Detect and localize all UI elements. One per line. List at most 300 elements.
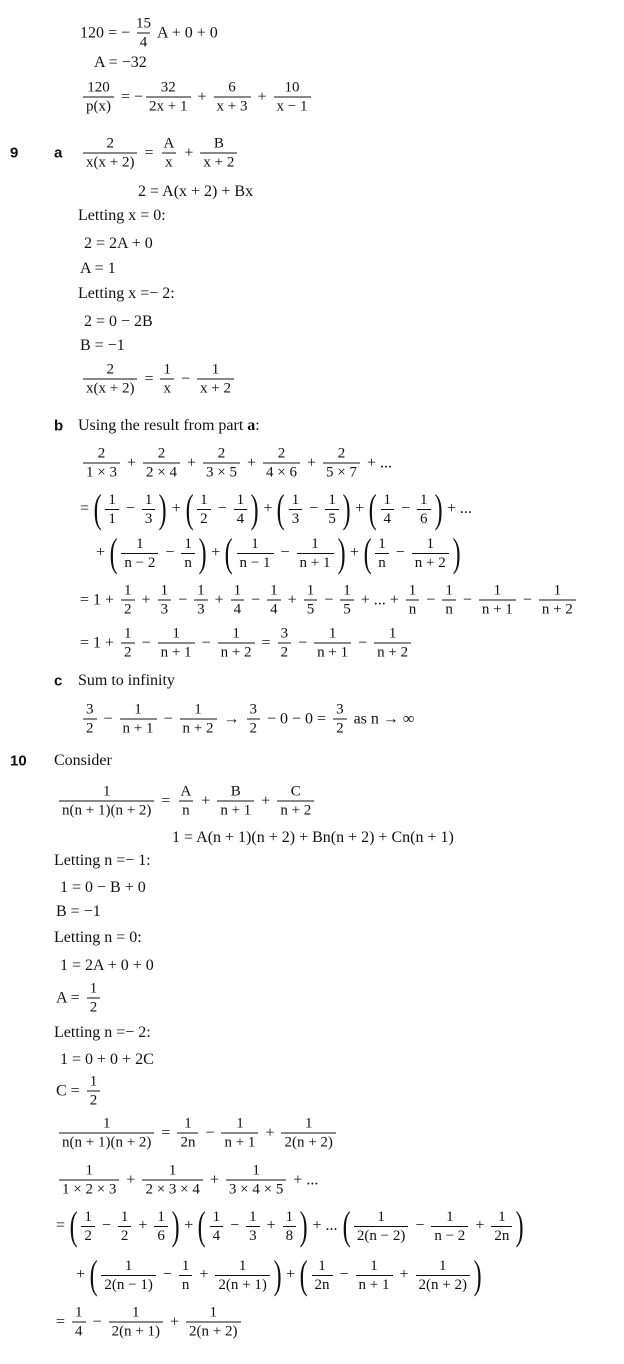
math-text: + (257, 792, 275, 809)
denominator: 5 × 7 (323, 463, 360, 482)
numerator: 1 (200, 491, 208, 508)
denominator: 2 (333, 719, 347, 738)
math-line (84, 313, 153, 331)
math-text: 2 = A(x + 2) + Bx (138, 183, 254, 200)
parenthesized-group (197, 1203, 308, 1248)
numerator: 1 (236, 491, 245, 508)
math-text: − (137, 634, 155, 651)
math-text: + (471, 1217, 489, 1234)
math-text: A + 0 + 0 (157, 24, 218, 41)
math-line (94, 54, 147, 72)
fraction (118, 1208, 132, 1245)
math-line (80, 445, 392, 482)
math-line (80, 337, 125, 355)
fraction (121, 535, 158, 572)
fraction (143, 445, 180, 482)
question-number-10: 10 (10, 752, 27, 770)
denominator: 4 (72, 1322, 86, 1341)
fraction (59, 1115, 154, 1152)
denominator: x (160, 379, 174, 398)
math-text: − (176, 370, 195, 387)
denominator: 3 × 4 × 5 (226, 1180, 286, 1199)
fraction (180, 701, 217, 738)
math-line (138, 183, 253, 201)
left-paren: ( (197, 1203, 206, 1248)
right-paren: ) (273, 1252, 282, 1297)
fraction (81, 1208, 95, 1245)
math-text: + (134, 1217, 152, 1234)
denominator: x + 2 (197, 379, 234, 398)
fraction (177, 783, 194, 820)
numerator: 1 (328, 625, 337, 642)
math-line (80, 361, 237, 398)
math-line (54, 929, 142, 947)
numerator: 1 (383, 491, 392, 508)
right-paren: ) (299, 1203, 308, 1248)
math-text: n = 0: (104, 929, 142, 946)
right-paren: ) (171, 1203, 180, 1248)
numerator: 1 (212, 1208, 221, 1225)
numerator: 15 (136, 15, 152, 32)
math-text: + (283, 591, 301, 608)
fraction (83, 445, 120, 482)
numerator: 2 (277, 445, 286, 462)
left-paren: ( (93, 486, 102, 531)
parenthesized-group (224, 530, 346, 575)
denominator: n + 2 (277, 801, 314, 820)
denominator: n (179, 801, 193, 820)
math-text: − (518, 591, 536, 608)
fraction (263, 445, 300, 482)
prose-text: Letting (54, 852, 105, 869)
math-line (60, 879, 146, 897)
fraction (177, 1115, 198, 1152)
numerator: 1 (136, 535, 144, 552)
fraction (281, 1115, 335, 1152)
numerator: 1 (306, 582, 315, 599)
math-text: + (137, 591, 155, 608)
fraction (160, 361, 174, 398)
math-line (80, 135, 240, 172)
math-text: − (158, 1266, 176, 1283)
fraction (356, 1257, 393, 1294)
math-text: − (121, 500, 139, 517)
denominator: n + 2 (412, 553, 449, 572)
numerator: 2 (217, 445, 226, 462)
parenthesized-group (109, 530, 207, 575)
denominator: 2 (197, 509, 211, 528)
fraction (158, 625, 195, 662)
numerator: 2 (106, 135, 114, 152)
left-paren: ( (89, 1252, 98, 1297)
denominator: x + 3 (214, 97, 251, 116)
numerator: B (213, 135, 224, 152)
math-line (56, 1304, 244, 1341)
denominator: 2(n − 2) (354, 1226, 408, 1245)
math-line (56, 783, 317, 820)
right-paren: ) (342, 486, 351, 531)
denominator: 3 (142, 509, 156, 528)
fraction (234, 491, 248, 528)
math-text: = (56, 1313, 70, 1330)
numerator: 1 (420, 491, 428, 508)
denominator: 3 (246, 1226, 260, 1245)
math-text: − (88, 1313, 106, 1330)
fraction (267, 582, 281, 619)
denominator: n + 1 (120, 719, 157, 738)
fraction (121, 625, 135, 662)
parenthesized-group (276, 486, 351, 531)
math-text: − (226, 1217, 244, 1234)
fraction (218, 625, 255, 662)
bold-text: a (247, 417, 256, 434)
numerator: 1 (318, 1257, 326, 1274)
denominator: x(x + 2) (83, 153, 137, 172)
denominator: n − 2 (121, 553, 158, 572)
math-line (96, 530, 461, 575)
fraction (274, 79, 311, 116)
fraction (412, 535, 449, 572)
math-line (56, 1162, 318, 1199)
math-text: − (213, 500, 231, 517)
numerator: 3 (280, 625, 289, 642)
fraction (87, 1073, 101, 1110)
numerator: 1 (408, 582, 417, 599)
denominator: n (375, 553, 389, 572)
math-text: + (122, 1171, 140, 1188)
denominator: 6 (154, 1226, 168, 1245)
math-text: n =− 1: (104, 852, 151, 869)
fraction (142, 1162, 202, 1199)
denominator: n + 1 (479, 600, 516, 619)
numerator: 6 (228, 79, 236, 96)
numerator: 1 (311, 535, 319, 552)
denominator: 5 (304, 600, 318, 619)
fraction (158, 582, 172, 619)
denominator: 4 × 6 (263, 463, 300, 482)
denominator: 2(n − 1) (101, 1275, 155, 1294)
denominator: n(n + 1)(n + 2) (59, 801, 154, 820)
denominator: n + 2 (374, 643, 411, 662)
math-text: = − (117, 88, 144, 105)
math-text: − (458, 591, 476, 608)
math-line (78, 207, 166, 225)
numerator: 1 (194, 701, 202, 718)
math-text: + (259, 500, 277, 517)
fraction (247, 701, 261, 738)
fraction (539, 582, 576, 619)
math-text: = 1 + (80, 591, 119, 608)
fraction (431, 1208, 468, 1245)
denominator: n + 1 (217, 801, 254, 820)
numerator: 3 (249, 701, 257, 718)
math-text: + (166, 1313, 184, 1330)
math-text: x = 0: (128, 207, 166, 224)
math-text: − (391, 544, 409, 561)
math-line (80, 79, 314, 116)
part-label-c: c (54, 672, 63, 690)
numerator: B (230, 783, 241, 800)
math-line (80, 15, 218, 52)
denominator: 2n (177, 1133, 198, 1152)
math-text: 1 = 2A + 0 + 0 (60, 957, 154, 974)
math-text: − (201, 1124, 219, 1141)
denominator: x(x + 2) (83, 379, 137, 398)
math-text: − (294, 634, 312, 651)
numerator: 1 (89, 980, 98, 997)
fraction (83, 79, 114, 116)
denominator: 4 (210, 1226, 224, 1245)
question-number-9: 9 (10, 144, 19, 162)
numerator: 1 (498, 1208, 506, 1225)
numerator: 1 (75, 1304, 83, 1321)
math-text: − (97, 1217, 115, 1234)
denominator: n + 1 (221, 1133, 258, 1152)
math-text: + (351, 500, 369, 517)
math-text: + (242, 454, 260, 471)
denominator: 3 × 5 (203, 463, 240, 482)
fraction (179, 1257, 193, 1294)
fraction (491, 1208, 512, 1245)
left-paren: ( (363, 530, 372, 575)
part-label-b: b (54, 417, 64, 435)
fraction (277, 783, 314, 820)
math-text: B = −1 (56, 903, 101, 920)
math-line (80, 582, 579, 619)
numerator: 1 (233, 582, 242, 599)
math-line (80, 260, 116, 278)
math-line (80, 625, 414, 662)
right-paren: ) (250, 486, 259, 531)
numerator: 1 (270, 582, 278, 599)
fraction (375, 535, 389, 572)
numerator: 1 (89, 1073, 98, 1090)
parenthesized-group (89, 1252, 282, 1297)
denominator: 4 (234, 509, 248, 528)
math-line (76, 1252, 482, 1297)
fraction (210, 1208, 224, 1245)
denominator: 4 (231, 600, 245, 619)
math-text: − (159, 710, 177, 727)
fraction (133, 15, 154, 52)
prose-text: : (255, 417, 260, 434)
math-text: + ... (289, 1171, 319, 1188)
numerator: 3 (336, 701, 344, 718)
numerator: 1 (328, 491, 336, 508)
denominator: 1 × 2 × 3 (59, 1180, 119, 1199)
numerator: 1 (163, 361, 171, 378)
denominator: 2(n + 2) (281, 1133, 335, 1152)
math-text: + (345, 544, 363, 561)
fraction (283, 1208, 297, 1245)
left-paren: ( (368, 486, 377, 531)
left-paren: ( (185, 486, 194, 531)
math-text: + (261, 1124, 279, 1141)
numerator: 1 (304, 1115, 313, 1132)
numerator: 1 (439, 1257, 447, 1274)
right-paren: ) (198, 530, 207, 575)
fraction (120, 701, 157, 738)
fraction (278, 625, 292, 662)
prose-text: as (349, 710, 371, 727)
parenthesized-group (93, 486, 168, 531)
fraction (146, 79, 190, 116)
parenthesized-group (299, 1252, 482, 1297)
numerator: 1 (252, 1162, 260, 1179)
fraction (479, 582, 516, 619)
fraction (83, 361, 137, 398)
math-text: = 1 + (80, 634, 119, 651)
fraction (83, 701, 97, 738)
right-paren: ) (452, 530, 461, 575)
math-text: − (99, 710, 117, 727)
math-text: + (302, 454, 320, 471)
math-text: = (257, 634, 275, 651)
numerator: 1 (343, 582, 351, 599)
denominator: n + 2 (539, 600, 576, 619)
denominator: 2x + 1 (146, 97, 190, 116)
left-paren: ( (69, 1203, 78, 1248)
math-line (56, 1073, 103, 1110)
numerator: 120 (87, 79, 110, 96)
fraction (217, 783, 254, 820)
right-paren: ) (434, 486, 443, 531)
fraction (304, 582, 318, 619)
prose-text: Using the result from part (78, 417, 248, 434)
denominator: x + 2 (200, 153, 237, 172)
math-text: + (253, 88, 271, 105)
fraction (416, 1257, 470, 1294)
math-text: A = (56, 989, 84, 1006)
math-text: + ... (362, 454, 392, 471)
denominator: 2n (491, 1226, 512, 1245)
denominator: 2(n + 1) (109, 1322, 163, 1341)
math-text: = (56, 1217, 70, 1234)
numerator: 1 (172, 625, 180, 642)
numerator: 1 (553, 582, 562, 599)
prose-text: Consider (54, 752, 112, 769)
denominator: 2(n + 1) (215, 1275, 269, 1294)
fraction (214, 79, 251, 116)
fraction (59, 783, 154, 820)
fraction (186, 1304, 240, 1341)
numerator: 1 (132, 1304, 140, 1321)
denominator: 5 (325, 509, 339, 528)
math-text: 1 = A(n + 1)(n + 2) + Bn(n + 2) + Cn(n + 1) (172, 829, 454, 846)
denominator: n + 2 (180, 719, 217, 738)
denominator: 4 (381, 509, 395, 528)
denominator: 2 (87, 1091, 101, 1110)
denominator: 2 (121, 600, 135, 619)
fraction (340, 582, 354, 619)
math-text: + (193, 88, 211, 105)
numerator: 1 (108, 491, 116, 508)
fraction (197, 361, 234, 398)
fraction (226, 1162, 286, 1199)
numerator: 32 (160, 79, 176, 96)
math-text: n → ∞ (370, 710, 415, 727)
parenthesized-group (368, 486, 443, 531)
denominator: p(x) (83, 97, 114, 116)
numerator: 1 (181, 1257, 190, 1274)
fraction (314, 625, 351, 662)
math-text: + (96, 544, 110, 561)
math-text: − (397, 500, 415, 517)
fraction (374, 625, 411, 662)
numerator: 1 (493, 582, 502, 599)
math-text: − (161, 544, 179, 561)
denominator: 1 (105, 509, 119, 528)
prose-text: Letting (78, 285, 129, 302)
fraction (109, 1304, 163, 1341)
math-text: 2 = 2A + 0 (84, 235, 153, 252)
numerator: 1 (249, 1208, 257, 1225)
fraction (101, 1257, 155, 1294)
denominator: 2 (81, 1226, 95, 1245)
numerator: 1 (291, 491, 300, 508)
math-line (78, 285, 175, 303)
math-text: − (247, 591, 265, 608)
math-text: + ... (442, 500, 472, 517)
denominator: 4 (137, 33, 151, 52)
math-text: B = −1 (80, 337, 125, 354)
denominator: 2 (83, 719, 97, 738)
math-text: + (182, 454, 200, 471)
denominator: x (162, 153, 176, 172)
left-paren: ( (277, 486, 286, 531)
math-line (80, 486, 472, 531)
left-paren: ( (109, 530, 118, 575)
prose-text: Sum to infinity (78, 672, 175, 689)
math-text: x =− 2: (128, 285, 175, 302)
numerator: 1 (84, 1208, 92, 1225)
numerator: 10 (284, 79, 300, 96)
numerator: 1 (388, 625, 397, 642)
fraction (221, 1115, 258, 1152)
right-paren: ) (516, 1203, 525, 1248)
numerator: 1 (236, 1115, 244, 1132)
numerator: 1 (232, 625, 240, 642)
denominator: 2(n + 2) (416, 1275, 470, 1294)
fraction (406, 582, 420, 619)
fraction (59, 1162, 119, 1199)
numerator: 1 (144, 491, 153, 508)
denominator: n + 1 (356, 1275, 393, 1294)
fraction (246, 1208, 260, 1245)
parenthesized-group (69, 1203, 180, 1248)
numerator: 1 (377, 1208, 385, 1225)
math-text: → (219, 710, 244, 727)
math-text: + (122, 454, 140, 471)
math-text: − (174, 591, 192, 608)
math-text: − (320, 591, 338, 608)
fraction (237, 535, 274, 572)
math-line (78, 417, 260, 435)
math-text: + (167, 500, 185, 517)
math-text: + (262, 1217, 280, 1234)
math-line (172, 829, 454, 847)
numerator: 2 (97, 445, 106, 462)
numerator: 1 (251, 535, 259, 552)
denominator: n (442, 600, 456, 619)
denominator: n + 2 (218, 643, 255, 662)
numerator: C (290, 783, 301, 800)
denominator: n (179, 1275, 193, 1294)
fraction (323, 445, 360, 482)
denominator: n (181, 553, 195, 572)
fraction (154, 1208, 168, 1245)
denominator: 2 × 3 × 4 (142, 1180, 202, 1199)
